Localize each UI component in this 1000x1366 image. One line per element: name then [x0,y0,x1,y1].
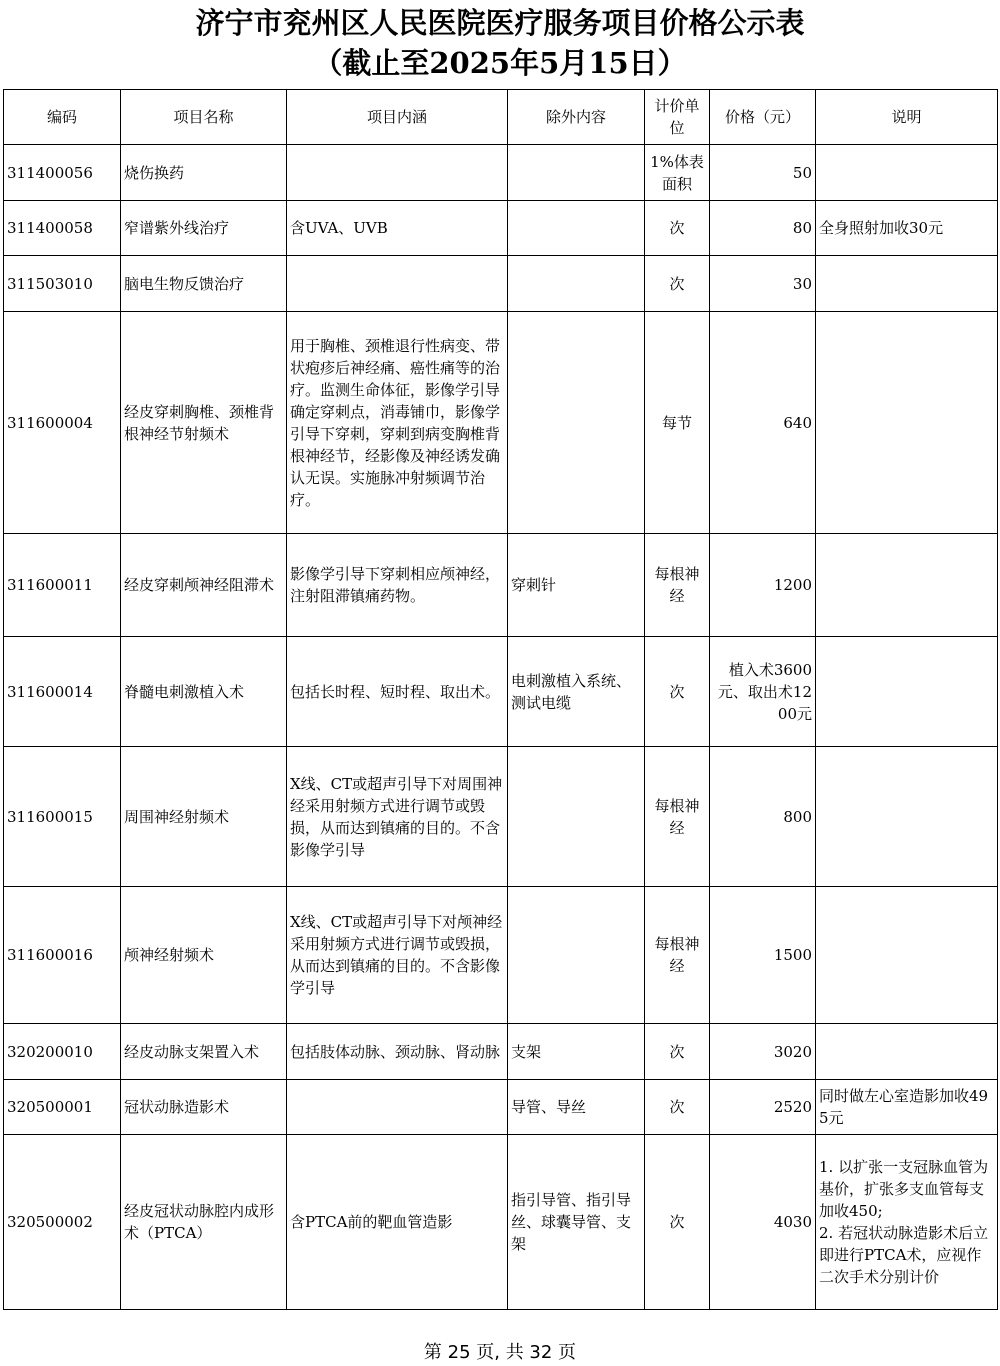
cell-code: 311400058 [4,201,121,256]
cell-price: 80 [710,201,816,256]
header-exclude: 除外内容 [508,90,645,145]
cell-price: 640 [710,312,816,534]
table-row [4,637,998,747]
cell-unit: 1%体表面积 [645,145,710,201]
table-row [4,1024,998,1080]
cell-exclude [508,201,645,256]
cell-unit: 每节 [645,312,710,534]
cell-content: 用于胸椎、颈椎退行性病变、带状疱疹后神经痛、癌性痛等的治疗。监测生命体征，影像学引导确定穿刺点，消毒铺巾，影像学引导下穿刺，穿刺到病变胸椎背根神经节，经影像及神经诱发确认无误。实施脉冲射频调节治疗。 [287,312,508,534]
cell-code: 311503010 [4,256,121,312]
cell-price: 2520 [710,1080,816,1135]
cell-unit: 每根神经 [645,534,710,637]
cell-name: 脊髓电刺激植入术 [121,637,287,747]
cell-name: 烧伤换药 [121,145,287,201]
cell-price: 4030 [710,1135,816,1310]
cell-name: 窄谱紫外线治疗 [121,201,287,256]
cell-note [816,887,998,1024]
cell-exclude: 支架 [508,1024,645,1080]
cell-content: 影像学引导下穿刺相应颅神经，注射阻滞镇痛药物。 [287,534,508,637]
cell-unit: 次 [645,1024,710,1080]
cell-unit: 次 [645,1135,710,1310]
cell-content [287,256,508,312]
cell-code: 311600015 [4,747,121,887]
cell-price: 800 [710,747,816,887]
cell-name: 经皮穿刺胸椎、颈椎背根神经节射频术 [121,312,287,534]
cell-note [816,1024,998,1080]
header-price: 价格（元） [710,90,816,145]
cell-name: 经皮动脉支架置入术 [121,1024,287,1080]
cell-name: 冠状动脉造影术 [121,1080,287,1135]
cell-content: 含PTCA前的靶血管造影 [287,1135,508,1310]
cell-note: 全身照射加收30元 [816,201,998,256]
header-unit: 计价单位 [645,90,710,145]
cell-exclude [508,256,645,312]
header-note: 说明 [816,90,998,145]
cell-content: 含UVA、UVB [287,201,508,256]
cell-unit: 次 [645,201,710,256]
header-code: 编码 [4,90,121,145]
cell-exclude [508,312,645,534]
cell-exclude: 导管、导丝 [508,1080,645,1135]
cell-note [816,747,998,887]
cell-note: 同时做左心室造影加收495元 [816,1080,998,1135]
cell-exclude: 电刺激植入系统、测试电缆 [508,637,645,747]
cell-unit: 次 [645,637,710,747]
table-row [4,747,998,887]
price-table [3,89,998,1310]
table-row [4,256,998,312]
cell-code: 320500001 [4,1080,121,1135]
cell-price: 1500 [710,887,816,1024]
header-name: 项目名称 [121,90,287,145]
cell-note [816,145,998,201]
cell-content: 包括长时程、短时程、取出术。 [287,637,508,747]
cell-note [816,637,998,747]
cell-exclude: 穿刺针 [508,534,645,637]
cell-code: 311600011 [4,534,121,637]
table-row [4,312,998,534]
table-row [4,1135,998,1310]
cell-note [816,256,998,312]
cell-unit: 次 [645,256,710,312]
page-subtitle-date: （截止至2025年5月15日） [313,46,687,80]
cell-code: 320500002 [4,1135,121,1310]
cell-price: 50 [710,145,816,201]
cell-unit: 次 [645,1080,710,1135]
cell-exclude [508,145,645,201]
table-row [4,887,998,1024]
cell-price: 30 [710,256,816,312]
cell-content [287,1080,508,1135]
cell-name: 经皮冠状动脉腔内成形术（PTCA） [121,1135,287,1310]
cell-name: 周围神经射频术 [121,747,287,887]
cell-exclude [508,887,645,1024]
cell-code: 311600014 [4,637,121,747]
cell-code: 320200010 [4,1024,121,1080]
cell-price: 植入术3600元、取出术1200元 [710,637,816,747]
table-row [4,534,998,637]
cell-exclude: 指引导管、指引导丝、球囊导管、支架 [508,1135,645,1310]
cell-code: 311600004 [4,312,121,534]
cell-unit: 每根神经 [645,747,710,887]
cell-code: 311400056 [4,145,121,201]
cell-content: X线、CT或超声引导下对颅神经采用射频方式进行调节或毁损，从而达到镇痛的目的。不含影像学引导 [287,887,508,1024]
cell-note [816,534,998,637]
cell-price: 3020 [710,1024,816,1080]
table-row [4,1080,998,1135]
cell-price: 1200 [710,534,816,637]
cell-note: 1. 以扩张一支冠脉血管为基价，扩张多支血管每支加收450; 2. 若冠状动脉造影术后立即进行PTCA术，应视作二次手术分别计价 [816,1135,998,1310]
page-number-footer: 第 25 页, 共 32 页 [423,1342,577,1363]
cell-exclude [508,747,645,887]
cell-note [816,312,998,534]
cell-content: X线、CT或超声引导下对周围神经采用射频方式进行调节或毁损，从而达到镇痛的目的。不含影像学引导 [287,747,508,887]
table-header-row [4,90,998,145]
table-row [4,145,998,201]
cell-name: 颅神经射频术 [121,887,287,1024]
cell-content [287,145,508,201]
cell-content: 包括肢体动脉、颈动脉、肾动脉 [287,1024,508,1080]
cell-unit: 每根神经 [645,887,710,1024]
cell-name: 脑电生物反馈治疗 [121,256,287,312]
cell-name: 经皮穿刺颅神经阻滞术 [121,534,287,637]
table-row [4,201,998,256]
header-content: 项目内涵 [287,90,508,145]
page-title: 济宁市兖州区人民医院医疗服务项目价格公示表 [195,6,805,40]
cell-code: 311600016 [4,887,121,1024]
